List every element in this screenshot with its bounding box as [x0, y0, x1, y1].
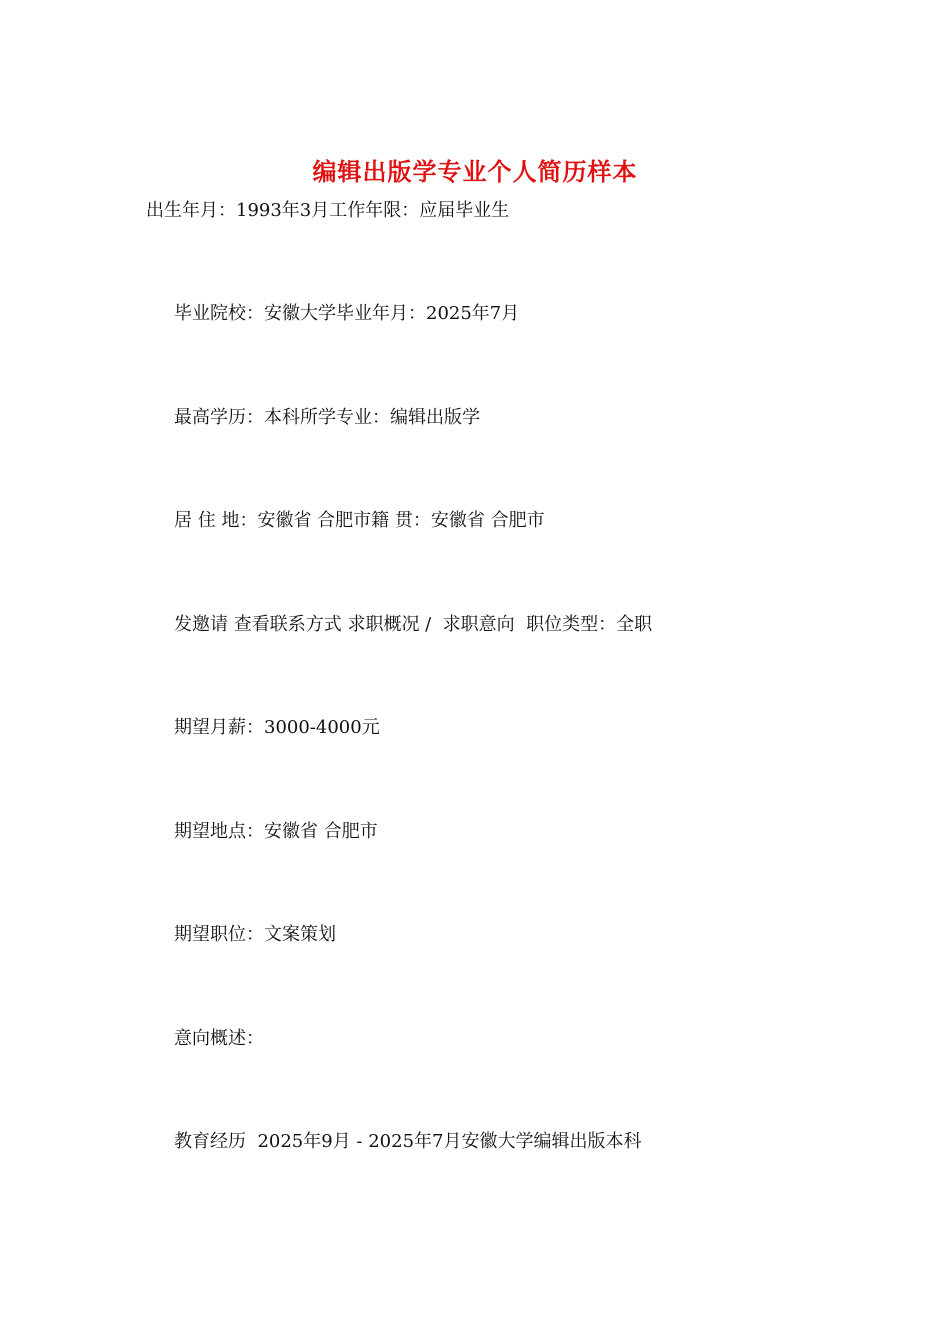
job-intent-line: 发邀请 查看联系方式 求职概况 / 求职意向 职位类型：全职: [174, 614, 653, 635]
education-line: 教育经历 2025年9月 - 2025年7月安徽大学编辑出版本科: [174, 1131, 642, 1152]
expected-position-line: 期望职位：文案策划: [174, 924, 336, 945]
expected-salary-line: 期望月薪：3000-4000元: [174, 717, 380, 738]
degree-and-major-line: 最高学历：本科所学专业：编辑出版学: [174, 407, 480, 428]
residence-and-origin-line: 居 住 地：安徽省 合肥市籍 贯：安徽省 合肥市: [174, 510, 545, 531]
intent-summary-line: 意向概述：: [174, 1028, 264, 1049]
birth-and-experience-line: 出生年月：1993年3月工作年限：应届毕业生: [146, 200, 510, 221]
expected-location-line: 期望地点：安徽省 合肥市: [174, 821, 378, 842]
school-and-graduation-line: 毕业院校：安徽大学毕业年月：2025年7月: [174, 303, 520, 324]
document-title: 编辑出版学专业个人简历样本: [312, 157, 638, 186]
